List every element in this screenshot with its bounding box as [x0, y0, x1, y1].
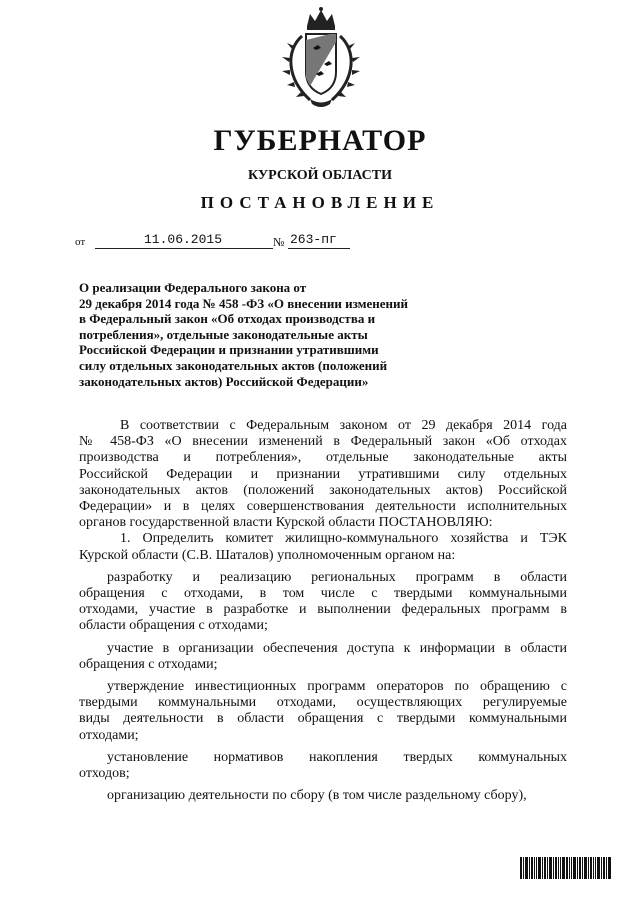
- body-line: Курской области (С.В. Шаталов) уполномоченным органом на:: [79, 547, 456, 563]
- body-line: разработку и реализацию региональных программ в области: [107, 569, 567, 585]
- header-title: ГУБЕРНАТОР: [213, 124, 427, 157]
- body-line: установление нормативов накопления твердых коммунальных: [107, 749, 567, 765]
- subject-line: силу отдельных законодательных актов (положений: [79, 357, 388, 373]
- body-line: организацию деятельности по сбору (в том числе раздельному сбору),: [107, 788, 527, 804]
- body-line: обращения с отходами, в том числе с твердыми коммунальными: [79, 586, 567, 602]
- body-line: Российской Федерации и признании утратившими силу отдельных: [79, 466, 567, 482]
- document-number: 263-пг: [290, 232, 337, 247]
- document-subject: [79, 280, 459, 389]
- subject-line: 29 декабря 2014 года № 458 -ФЗ «О внесении изменений: [79, 295, 408, 311]
- body-line: отходами;: [79, 727, 139, 743]
- subject-line: законодательных актов) Российской Федерации»: [79, 373, 369, 389]
- body-line: законодательных актов (положений законодательных актов) Российской: [79, 482, 567, 498]
- body-line: 1. Определить комитет жилищно-коммунального хозяйства и ТЭК: [120, 531, 567, 547]
- subject-line: Российской Федерации и признании утратившими: [79, 342, 379, 358]
- document-date: 11.06.2015: [143, 232, 222, 247]
- subject-line: потребления», отдельные законодательные акты: [79, 326, 368, 342]
- subject-line: в Федеральный закон «Об отходах производства и: [79, 311, 376, 327]
- body-line: виды деятельности в области обращения с твердыми коммунальными: [79, 711, 567, 727]
- body-line: органов государственной власти Курской области ПОСТАНОВЛЯЮ:: [79, 515, 493, 531]
- header-region: КУРСКОЙ ОБЛАСТИ: [247, 168, 393, 183]
- body-line: производства и потребления», отдельные законодательные акты: [79, 450, 567, 466]
- body-line: участие в организации обеспечения доступа к информации в области: [107, 640, 567, 656]
- number-underline: [288, 248, 350, 249]
- body-line: № 458-ФЗ «О внесении изменений в Федеральный закон «Об отходах: [79, 434, 567, 450]
- body-line: отходов;: [79, 766, 130, 782]
- body-line: области обращения с отходами;: [79, 618, 268, 634]
- body-line: утверждение инвестиционных программ операторов по обращению с: [107, 679, 567, 695]
- coat-of-arms-emblem: [280, 6, 362, 112]
- body-line: В соответствии с Федеральным законом от 29 декабря 2014 года: [120, 418, 567, 433]
- document-body: [79, 418, 567, 804]
- date-underline: [95, 248, 273, 249]
- body-line: Федерации» и в целях совершенствования деятельности исполнительных: [79, 499, 567, 515]
- body-line: твердыми коммунальными отходами, осуществляющих регулируемые: [79, 695, 567, 711]
- date-prefix: от: [75, 236, 86, 248]
- barcode-image: [520, 857, 612, 879]
- document-type: ПОСТАНОВЛЕНИЕ: [200, 193, 440, 212]
- date-number-line: [75, 232, 335, 252]
- number-sign: №: [273, 235, 285, 249]
- body-line: отходами, участие в разработке и выполнении федеральных программ в: [79, 602, 567, 618]
- subject-line: О реализации Федерального закона от: [79, 280, 307, 295]
- body-line: обращения с отходами;: [79, 656, 218, 672]
